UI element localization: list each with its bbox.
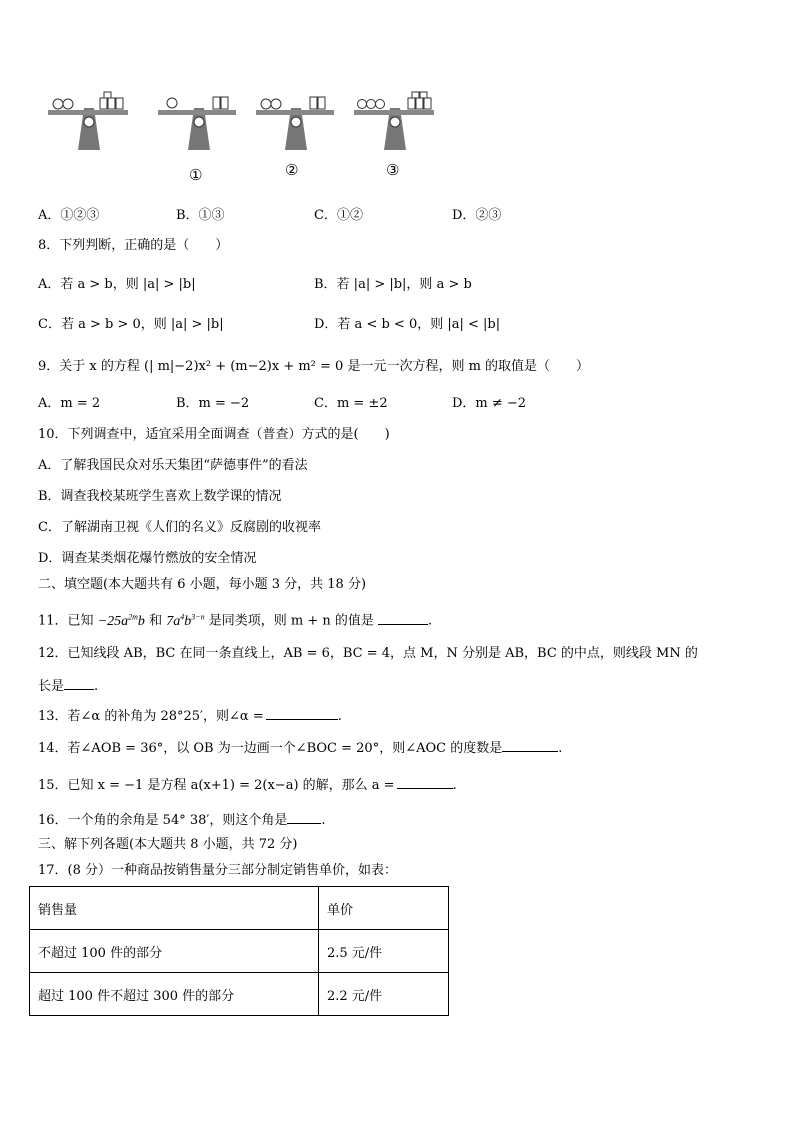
price-table — [29, 886, 449, 1016]
q9-option-c: C．m = ±2 — [314, 396, 388, 411]
table-cell: 2.2 元/件 — [319, 973, 449, 1016]
q12-end: . — [94, 679, 99, 694]
q11-term-2-b: b — [184, 613, 192, 629]
q16-end: . — [321, 813, 326, 828]
section-3-heading: 三、解下列各题(本大题共 8 小题，共 72 分) — [38, 837, 298, 852]
q11-term-1-exp: 2m — [128, 612, 138, 621]
table-header-cell: 销售量 — [30, 887, 319, 930]
q11-term-2-base: 7a — [166, 613, 181, 629]
q9-option-a: A．m = 2 — [38, 396, 101, 411]
q14 — [38, 738, 562, 758]
table-cell: 超过 100 件不超过 300 件的部分 — [30, 973, 319, 1016]
table-header-cell: 单价 — [319, 887, 449, 930]
q14-end: . — [558, 741, 563, 756]
q11-term-2 — [166, 614, 204, 629]
q11-term-2-exp-a: 4 — [180, 612, 185, 621]
table-header-row — [30, 887, 449, 930]
table-row — [30, 930, 449, 973]
q11-and: 和 — [149, 613, 163, 629]
scale-1 — [48, 92, 128, 150]
q13-answer-blank[interactable] — [266, 706, 338, 720]
q14-answer-blank[interactable] — [502, 738, 558, 752]
q9-option-d: D．m ≠ −2 — [452, 396, 527, 411]
q10-option-b: B．调查我校某班学生喜欢上数学课的情况 — [38, 489, 282, 504]
q7-option-c: C．①② — [314, 208, 363, 223]
q8-option-b: B．若 |a| > |b|，则 a > b — [314, 277, 472, 292]
q10-option-c: C．了解湖南卫视《人们的名义》反腐剧的收视率 — [38, 520, 321, 535]
table-row — [30, 973, 449, 1016]
q7-option-a: A．①②③ — [38, 208, 100, 223]
q13 — [38, 706, 342, 726]
q10-option-a: A．了解我国民众对乐天集团“萨德事件”的看法 — [38, 458, 308, 473]
q7-option-b: B．①③ — [176, 208, 225, 223]
q13-text: 13．若∠α 的补角为 28°25′，则∠α = — [38, 709, 264, 724]
q12-line-2 — [38, 676, 98, 696]
q13-end: . — [337, 709, 342, 724]
q11 — [38, 608, 432, 631]
q15-end: . — [452, 778, 457, 793]
section-2-heading: 二、填空题(本大题共有 6 小题，每小题 3 分，共 18 分) — [38, 577, 367, 592]
q9-option-b: B．m = −2 — [176, 396, 250, 411]
figure-label-1: ① — [189, 166, 203, 184]
q12-line-2-text: 长是 — [38, 679, 65, 694]
q10-stem: 10．下列调查中，适宜采用全面调查（普查）方式的是( ) — [38, 427, 390, 442]
q14-text: 14．若∠AOB = 36°，以 OB 为一边画一个∠BOC = 20°，则∠AOC 的度数是 — [38, 741, 503, 756]
figure-label-3: ③ — [386, 161, 400, 179]
figure-label-2: ② — [285, 161, 299, 179]
q8-stem: 8．下列判断，正确的是（ ） — [38, 238, 229, 253]
q11-term-1 — [98, 614, 145, 629]
q16 — [38, 810, 325, 830]
q16-text: 16．一个角的余角是 54° 38′，则这个角是 — [38, 813, 288, 828]
q11-term-1-base: −25a — [97, 613, 129, 629]
q10-option-d: D．调查某类烟花爆竹燃放的安全情况 — [38, 551, 257, 566]
q17-stem: 17．(8 分）一种商品按销售量分三部分制定销售单价，如表： — [38, 863, 398, 878]
q7-option-d: D．②③ — [452, 208, 502, 223]
q12-answer-blank[interactable] — [64, 676, 94, 690]
q11-term-2-exp-b: 3−n — [191, 612, 205, 621]
scale-3 — [256, 97, 334, 150]
q15-text: 15．已知 x = −1 是方程 a(x+1) = 2(x−a) 的解，那么 a = — [38, 778, 395, 793]
q8-option-a: A．若 a > b，则 |a| > |b| — [38, 277, 196, 292]
q11-answer-blank[interactable] — [378, 611, 428, 625]
table-cell: 不超过 100 件的部分 — [30, 930, 319, 973]
q8-option-d: D．若 a < b < 0，则 |a| < |b| — [314, 317, 501, 332]
q11-end: . — [428, 613, 433, 629]
q11-prefix: 11．已知 — [38, 613, 94, 629]
q15 — [38, 775, 457, 795]
q8-option-c: C．若 a > b > 0，则 |a| > |b| — [38, 317, 224, 332]
scale-4 — [354, 92, 434, 150]
q12-line-1: 12．已知线段 AB，BC 在同一条直线上，AB = 6，BC = 4，点 M，N 分别是 AB，BC 的中点，则线段 MN 的 — [38, 646, 698, 661]
q15-answer-blank[interactable] — [397, 775, 453, 789]
table-cell: 2.5 元/件 — [319, 930, 449, 973]
scale-2 — [158, 97, 236, 150]
q11-term-1-b: b — [137, 613, 145, 629]
q9-stem: 9．关于 x 的方程 (| m|−2)x² + (m−2)x + m² = 0 是一元一次方程，则 m 的取值是（ ） — [38, 359, 590, 374]
q11-post: 是同类项，则 m + n 的值是 — [208, 613, 374, 629]
q16-answer-blank[interactable] — [287, 810, 321, 824]
